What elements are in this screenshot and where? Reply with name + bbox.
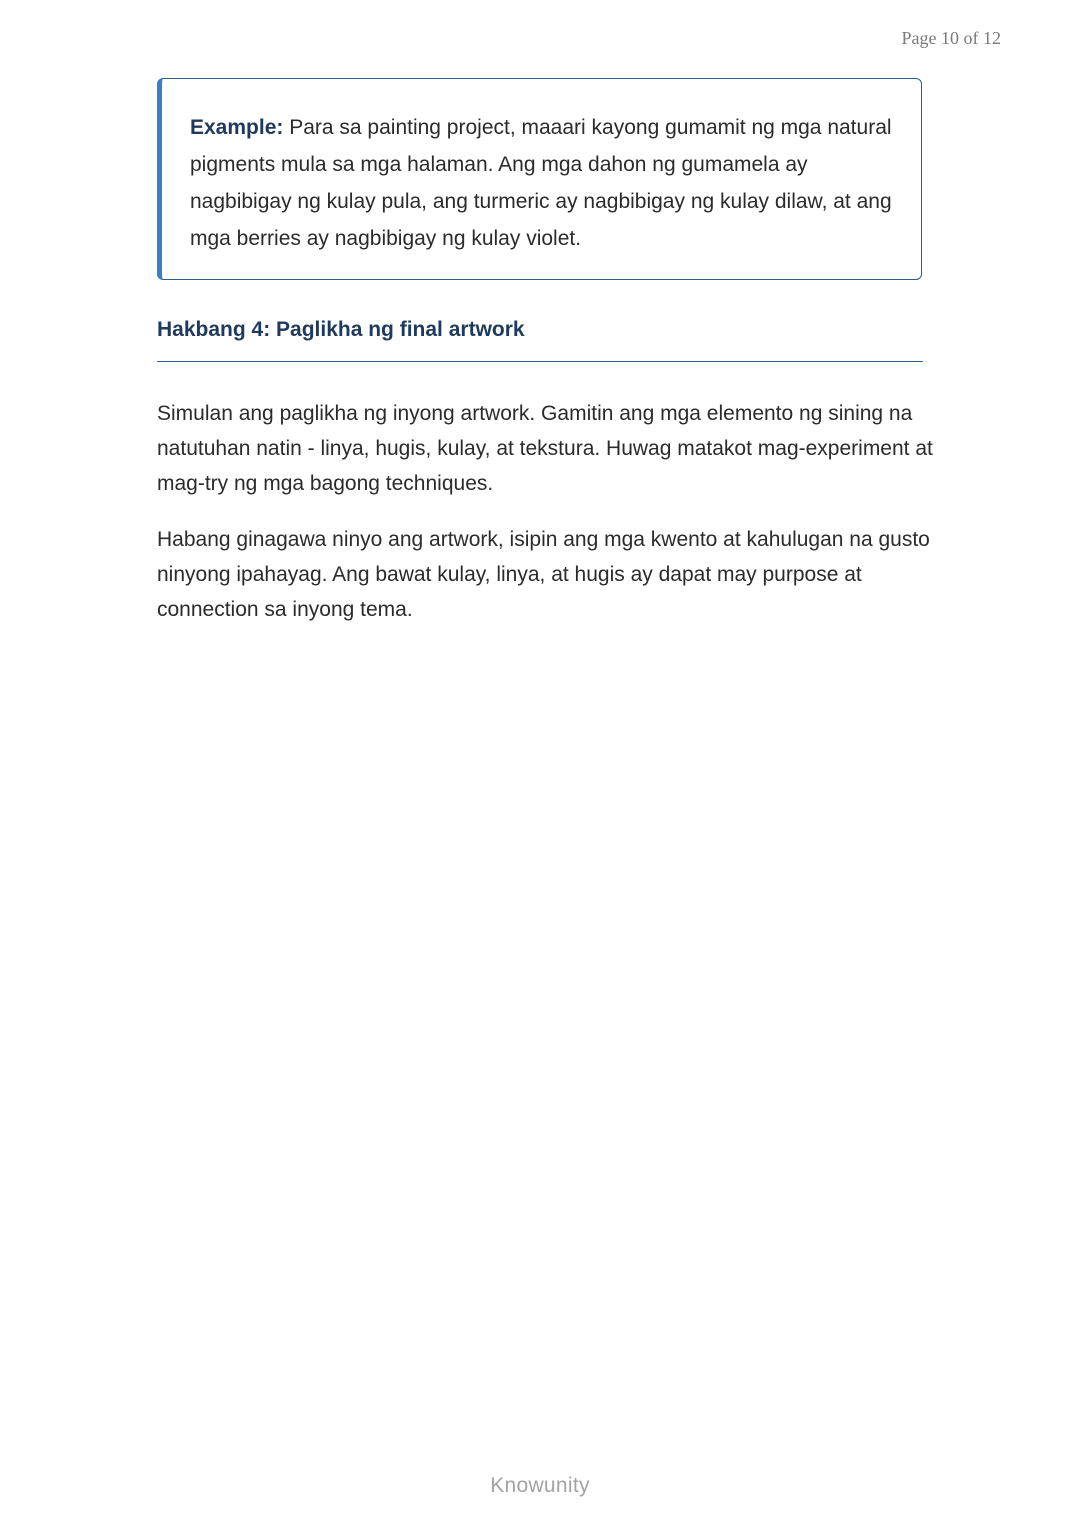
example-body: Para sa painting project, maaari kayong gumamit ng mga natural pigments mula sa mga halaman. Ang mga dahon ng gumamela ay nagbibigay ng kulay pula, ang turmeric ay nagbibigay ng kulay dilaw, at ang mga berries ay nagbibigay ng kulay violet. [190, 116, 892, 250]
heading-divider [157, 361, 923, 362]
example-label: Example: [190, 116, 284, 139]
paragraph-2: Habang ginagawa ninyo ang artwork, isipin ang mga kwento at kahulugan na gusto ninyong ipahayag. Ang bawat kulay, linya, at hugis ay dapat may purpose at connection sa inyong tema. [157, 528, 930, 621]
section-heading: Hakbang 4: Paglikha ng final artwork [157, 318, 525, 341]
example-text [190, 109, 893, 257]
footer-brand: Knowunity [490, 1474, 590, 1497]
page-number: Page 10 of 12 [901, 28, 1001, 48]
example-callout [157, 78, 922, 280]
paragraph-1: Simulan ang paglikha ng inyong artwork. Gamitin ang mga elemento ng sining na natutuhan natin - linya, hugis, kulay, at tekstura. Huwag matakot mag-experiment at mag-try ng mga bagong techniques. [157, 402, 933, 495]
